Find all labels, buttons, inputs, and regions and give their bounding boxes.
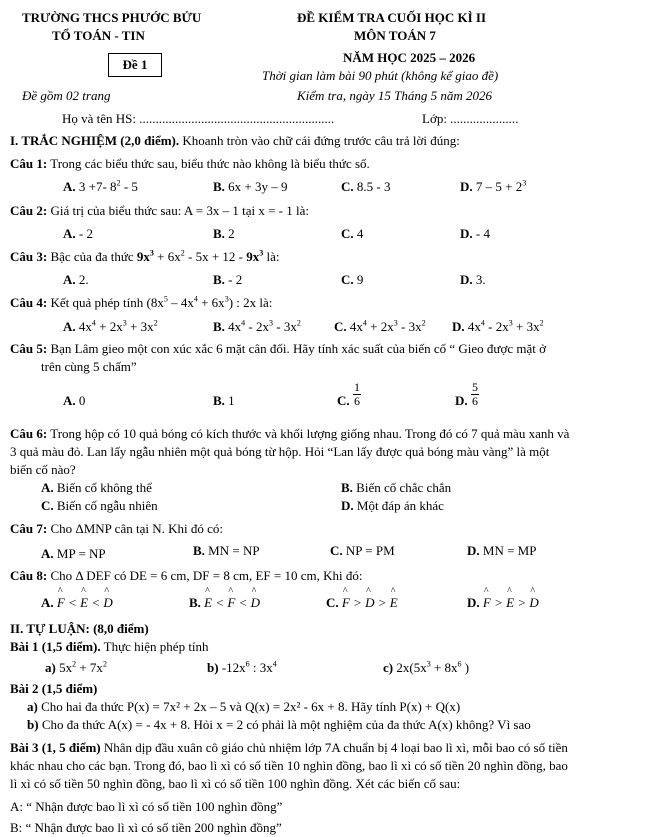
question-4: Câu 4: Kết quả phép tính $(8x^5 - 4x^4 + 6x^3)$ : 2x là:: [10, 294, 273, 310]
q4-option-a[interactable]: A. $4x^4 + 2x^3 + 3x^2$: [63, 318, 158, 334]
exam-date: Kiểm tra, ngày 15 Tháng 5 năm 2026: [297, 88, 492, 103]
part1-title: I. TRẮC NGHIỆM (2,0 điểm).: [10, 133, 180, 148]
q4-option-d[interactable]: D. $4x^4 - 2x^3 + 3x^2$: [452, 318, 544, 334]
school-name: TRƯỜNG THCS PHƯỚC BỬU: [22, 10, 202, 25]
question-2: [10, 203, 309, 219]
q8-option-b[interactable]: B. ^ E < ^ F < ^ D: [189, 595, 260, 611]
q8-option-c[interactable]: C. ^ F > ^ D > ^ E: [326, 595, 398, 611]
question-6-cont: 3 quả màu đỏ. Lan lấy ngẫu nhiên một quả bóng từ hộp. Hỏi “Lan lấy được quả bóng màu vàng” là một: [10, 444, 550, 459]
exercise-1: Bài 1 (1,5 điểm). Thực hiện phép tính: [10, 639, 209, 654]
event-b: B: “ Nhận được bao lì xì có số tiền 200 nghìn đồng”: [10, 820, 282, 835]
student-name-field[interactable]: Họ và tên HS: ............................................................: [62, 111, 335, 126]
subject: MÔN TOÁN 7: [354, 28, 436, 43]
part2-title: II. TỰ LUẬN: (8,0 điểm): [10, 621, 149, 636]
question-1: [10, 156, 370, 172]
question-label: Câu 7:: [10, 521, 48, 536]
q4-option-c[interactable]: C. $4x^4 + 2x^3 - 3x^2$: [334, 318, 426, 334]
q5-option-d[interactable]: D.: [455, 393, 468, 408]
exercise-3-cont2: lì xì có số tiền 50 nghìn đồng, bao lì xì có số tiền 100 nghìn đồng. Xét các biến cố sau:: [10, 776, 461, 791]
exam-code-box: Đề 1: [108, 53, 162, 77]
exercise-3: Bài 3 (1, 5 điểm) Nhân dịp đầu xuân cô giáo chủ nhiệm lớp 7A chuẩn bị 4 loại bao lì xì, mỗi bao có số tiền: [10, 740, 568, 755]
exercise-2b: b) Cho đa thức A(x) = - 4x + 8. Hỏi x = 2 có phải là một nghiệm của đa thức A(x) không? Vì sao: [27, 717, 531, 732]
exercise-2a: a) Cho hai đa thức P(x) = 7x² + 2x – 5 và Q(x) = 2x² - 6x + 8. Hãy tính P(x) + Q(x): [27, 699, 461, 714]
q5-fraction-c: 1 6: [354, 380, 360, 408]
q4-option-b[interactable]: B. $4x^4 - 2x^3 - 3x^2$: [213, 318, 301, 334]
question-5: Câu 5: Bạn Lâm gieo một con xúc xắc 6 mặt cân đối. Hãy tính xác suất của biến cố “ Gieo được mặt ở: [10, 341, 546, 356]
question-label: Câu 1:: [10, 156, 48, 171]
department: TỔ TOÁN - TIN: [52, 28, 145, 43]
question-label: Câu 4:: [10, 295, 48, 310]
q1-option-c[interactable]: C. 8.5 - 3: [341, 179, 391, 194]
question-5-cont: trên cùng 5 chấm”: [41, 359, 137, 374]
q2-option-c[interactable]: C. 4: [341, 226, 364, 241]
q2-option-b[interactable]: B. 2: [213, 226, 235, 241]
page-count: Đề gồm 02 trang: [22, 88, 111, 103]
q8-option-a[interactable]: A. ^ F < ^ E < ^ D: [41, 595, 113, 611]
q8-option-d[interactable]: D. ^ F > ^ E > ^ D: [467, 595, 539, 611]
q1-option-a[interactable]: A. 3 +7- $8^2 - 5$: [63, 178, 138, 194]
q6-option-a[interactable]: A. Biến cố không thể: [41, 480, 152, 495]
question-text: Trong các biểu thức sau, biểu thức nào không là biểu thức số.: [50, 156, 370, 171]
q1-option-d[interactable]: D. $7 - 5 + 2^3$: [460, 178, 527, 194]
question-label: Câu 3:: [10, 249, 48, 264]
q5-option-b[interactable]: B. 1: [213, 393, 235, 408]
question-7: Câu 7: Cho ΔMNP cân tại N. Khi đó có:: [10, 521, 223, 536]
exercise-3-cont: khác nhau cho các bạn. Trong đó, bao lì xì có số tiền 10 nghìn đồng, bao lì xì có số tiền 20 nghìn đồng, bao: [10, 758, 568, 773]
exam-title: ĐỀ KIỂM TRA CUỐI HỌC KÌ II: [297, 10, 487, 25]
q3-option-b[interactable]: B. - 2: [213, 272, 243, 287]
question-3: Câu 3: Bậc của đa thức $9x^3 + 6x^2 - 5x + 12 - 9x^3$ là:: [10, 248, 280, 264]
q7-option-b[interactable]: B. MN = NP: [193, 543, 260, 558]
question-text: Giá trị của biểu thức sau: A = 3x – 1 tại x = - 1 là:: [50, 203, 309, 218]
q3-option-d[interactable]: D. 3.: [460, 272, 486, 287]
question-8: Câu 8: Cho Δ DEF có DE = 6 cm, DF = 8 cm, EF = 10 cm, Khi đó:: [10, 568, 363, 583]
part1-instruction: Khoanh tròn vào chữ cái đứng trước câu trả lời đúng:: [182, 133, 460, 148]
exam-time: Thời gian làm bài 90 phút (không kể giao đề): [262, 68, 499, 83]
q7-option-d[interactable]: D. MN = MP: [467, 543, 537, 558]
exercise-1a: a) $5x^2 + 7x^2$: [45, 659, 107, 675]
question-label: Câu 8:: [10, 568, 48, 583]
question-label: Câu 6:: [10, 426, 48, 441]
q7-option-a[interactable]: A. MP = NP: [41, 546, 106, 561]
q3-option-c[interactable]: C. 9: [341, 272, 364, 287]
q3-option-a[interactable]: A. 2.: [63, 272, 89, 287]
part1-heading: [10, 133, 460, 149]
q2-option-d[interactable]: D. - 4: [460, 226, 490, 241]
q5-option-c[interactable]: C.: [337, 393, 350, 408]
q5-option-a[interactable]: A. 0: [63, 393, 86, 408]
question-6-cont2: biến cố nào?: [10, 462, 76, 477]
q6-option-d[interactable]: D. Một đáp án khác: [341, 498, 444, 513]
q7-option-c[interactable]: C. NP = PM: [330, 543, 395, 558]
exercise-1b: b) $-12x^6$ : $3x^4$: [207, 659, 277, 675]
q1-option-b[interactable]: B. 6x + 3y – 9: [213, 179, 288, 194]
question-label: Câu 2:: [10, 203, 48, 218]
exercise-1c: c) $2x(5x^3 + 8x^6$ ): [383, 659, 470, 675]
q5-fraction-d: 5 6: [472, 380, 478, 408]
q2-option-a[interactable]: A. - 2: [63, 226, 93, 241]
question-6: Câu 6: Trong hộp có 10 quả bóng có kích thước và khối lượng giống nhau. Trong đó có 7 quả màu xanh và: [10, 426, 570, 441]
question-label: Câu 5:: [10, 341, 48, 356]
school-year: NĂM HỌC 2025 – 2026: [343, 50, 476, 65]
q6-option-b[interactable]: B. Biến cố chắc chắn: [341, 480, 452, 495]
event-a: A: “ Nhận được bao lì xì có số tiền 100 nghìn đồng”: [10, 799, 283, 814]
exercise-2: Bài 2 (1,5 điểm): [10, 681, 98, 696]
q6-option-c[interactable]: C. Biến cố ngẫu nhiên: [41, 498, 158, 513]
class-field[interactable]: Lớp: .....................: [422, 111, 519, 126]
